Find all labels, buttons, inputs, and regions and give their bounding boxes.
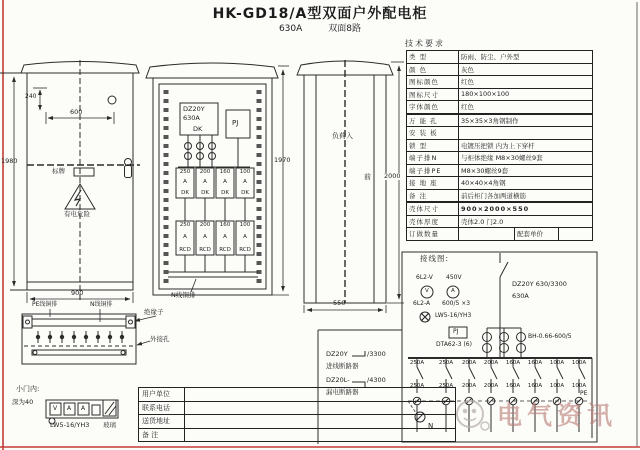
spec-label: 备 注 [407, 189, 459, 202]
feeder-rcd-4 [236, 223, 254, 253]
nameplate-label: 标牌 [52, 167, 65, 175]
spec-row [407, 63, 593, 76]
spec-label: 字体颜色 [407, 101, 459, 114]
spec-row [407, 215, 593, 228]
front-view-drawing [0, 60, 140, 303]
feeder-type: RCD [179, 246, 191, 253]
spec-value: 35×35×3角钢制作 [459, 114, 593, 127]
spec-value: 与柜体绝缘 M8×30螺丝9套 [459, 152, 593, 165]
ammeter-model: 6L2-A [413, 300, 431, 307]
front-dim-height: 1980 [1, 157, 18, 165]
spec-value: 电镀压把锁 内为上下穿杆 [459, 139, 593, 152]
spec-value: 40×40×4角钢 [459, 177, 593, 190]
busbar-detail-drawing [22, 309, 156, 364]
order-qty-label: 订做数量 [407, 228, 459, 241]
legend-name-1: 进线断路器 [326, 362, 359, 370]
feeder-type: RCD [219, 246, 231, 253]
tech-specs-table [406, 50, 593, 241]
branch-label-r1: 100A [571, 360, 587, 366]
main-breaker-current: 630A [183, 114, 200, 122]
branch-label-r2: 200A [483, 383, 499, 389]
spec-value [459, 127, 593, 140]
unit-price-label: 配套单价 [515, 228, 559, 241]
side-load-label: 负荷入 [332, 132, 353, 140]
spec-label: 端子排PE [407, 164, 459, 177]
schematic-pj: PJ [453, 328, 459, 335]
info-value [185, 428, 456, 442]
legend-model-2: DZ20L- [326, 376, 350, 384]
feeder-unit: A [203, 179, 207, 186]
spec-row [407, 101, 593, 114]
feeder-type: RCD [239, 246, 251, 253]
spec-label: 颜 色 [407, 63, 459, 76]
insulator-label: 绝缘子 [144, 308, 164, 316]
feeder-unit: A [243, 234, 247, 241]
n-busbar-label: N线铜排 [90, 301, 113, 308]
door-meter-v: V [53, 405, 58, 412]
info-value [185, 401, 456, 415]
spec-label: 万 能 孔 [407, 114, 459, 127]
main-breaker-model: DZ20Y [183, 105, 205, 113]
feeder-current: 160 [219, 222, 231, 228]
ammeter-symbol: A [451, 288, 455, 294]
spec-row [407, 51, 593, 64]
info-label: 用户单位 [139, 388, 185, 402]
feeder-current: 200 [199, 222, 211, 228]
spec-row [407, 76, 593, 89]
page-title: HK-GD18/A型双面户外配电柜 [212, 6, 428, 22]
info-label: 送货地址 [139, 415, 185, 429]
pj-meter-label: PJ [232, 119, 239, 127]
branch-label-r1: 250A [409, 360, 425, 366]
spec-label: 端子排N [407, 152, 459, 165]
ct-ratio: 600/5 ×3 [442, 300, 471, 307]
neutral-label: N [428, 422, 434, 430]
door-switch-model: LW5-16/YH3 [50, 421, 90, 429]
pe-label: PE [580, 390, 588, 397]
feeder-rcd-1 [176, 223, 194, 253]
spec-label: 壳体尺寸 [407, 202, 459, 215]
feeder-current: 200 [199, 169, 211, 175]
feeder-dk-2 [196, 170, 214, 196]
branch-label-r2: 160A [505, 383, 521, 389]
spec-row [407, 152, 593, 165]
side-front-label: 前 [364, 173, 371, 181]
changeover-switch-model: LW5-16/YH3 [435, 312, 472, 319]
schematic-main-current: 630A [512, 292, 529, 300]
feeder-current: 250 [179, 222, 191, 228]
spec-label: 安 装 板 [407, 127, 459, 140]
customer-info-table [138, 387, 456, 442]
branch-label-r1: 160A [505, 360, 521, 366]
danger-label: 有电危险 [64, 210, 90, 218]
side-dim-height: 2000 [384, 172, 401, 180]
branch-label-r2: 160A [527, 383, 543, 389]
feeder-current: 100 [239, 169, 251, 175]
spec-value: 900×2000×550 [459, 202, 593, 215]
voltmeter-model: 6L2-V [416, 274, 433, 281]
spec-row [407, 114, 593, 127]
door-meter-a1: A [67, 405, 72, 412]
feeder-type: DK [181, 189, 189, 196]
door-detail-title: 小门内: [16, 385, 40, 393]
subtitle-current: 630A [278, 24, 303, 34]
energy-meter-model: DTA62-3 (6) [436, 341, 472, 348]
legend-frame-1: /3300 [367, 350, 386, 358]
spec-row [407, 139, 593, 152]
spec-label: 图标尺寸 [407, 88, 459, 101]
info-row [139, 428, 456, 442]
front-dim-width: 900 [71, 289, 84, 297]
feeder-unit: A [203, 234, 207, 241]
watermark-text: 电气资讯 [497, 401, 618, 430]
feeder-unit: A [183, 234, 187, 241]
internal-n-busbar-label: N线铜排 [171, 291, 196, 299]
feeder-current: 250 [179, 169, 191, 175]
feeder-current: 100 [239, 222, 251, 228]
feeder-type: DK [241, 189, 249, 196]
spec-value: M8×30螺丝9套 [459, 164, 593, 177]
branch-label-r2: 100A [571, 383, 587, 389]
spec-value: 防雨、防尘、户外型 [459, 51, 593, 64]
voltmeter-range: 450V [446, 274, 462, 281]
pe-busbar-label: PE线铜排 [32, 301, 58, 308]
spec-label: 接 地 座 [407, 177, 459, 190]
spec-value: 前后柜门各加两道横筋 [459, 189, 593, 202]
spec-label: 壳体厚度 [407, 215, 459, 228]
spec-label: 图标颜色 [407, 76, 459, 89]
legend-model-1: DZ20Y [326, 350, 348, 358]
feeder-dk-3 [216, 170, 234, 196]
page-subtitle [160, 25, 480, 34]
feeder-current: 160 [219, 169, 231, 175]
info-label: 备 注 [139, 428, 185, 442]
spec-row [407, 177, 593, 190]
spec-row-order [407, 228, 593, 241]
info-label: 联系电话 [139, 401, 185, 415]
spec-row [407, 164, 593, 177]
side-dim-depth: 550 [333, 299, 346, 307]
spec-row [407, 127, 593, 140]
schematic-title: 接线图: [420, 254, 450, 263]
info-value [185, 415, 456, 429]
branch-label-r1: 250A [438, 360, 454, 366]
voltmeter-symbol: V [425, 288, 429, 294]
spec-value: 180×100×100 [459, 88, 593, 101]
feeder-type: RCD [199, 246, 211, 253]
spec-value: 红色 [459, 101, 593, 114]
info-row [139, 415, 456, 429]
feeder-rcd-2 [196, 223, 214, 253]
spec-value: 灰色 [459, 63, 593, 76]
feeder-type: DK [201, 189, 209, 196]
branch-label-r1: 200A [461, 360, 477, 366]
spec-row [407, 202, 593, 215]
door-meter-a2: A [81, 405, 86, 412]
outlet-hole-label: 外接孔 [150, 335, 170, 343]
spec-value: 壳体2.0 门2.0 [459, 215, 593, 228]
spec-label: 类 型 [407, 51, 459, 64]
spec-value: 红色 [459, 76, 593, 89]
info-row [139, 388, 456, 402]
subtitle-sides: 双面8路 [328, 24, 362, 34]
feeder-unit: A [223, 179, 227, 186]
feeder-unit: A [243, 179, 247, 186]
branch-label-r2: 250A [438, 383, 454, 389]
branch-label-r1: 160A [527, 360, 543, 366]
unit-price-value [559, 228, 593, 241]
branch-label-r2: 250A [409, 383, 425, 389]
front-dim-window: 600 [70, 108, 83, 116]
feeder-rcd-3 [216, 223, 234, 253]
feeder-dk-1 [176, 170, 194, 196]
feeder-unit: A [183, 179, 187, 186]
order-qty-value [459, 228, 515, 241]
side-view-drawing [297, 60, 404, 313]
schematic-main-breaker: DZ20Y 630/3300 [512, 280, 567, 288]
spec-row [407, 88, 593, 101]
feeder-unit: A [223, 234, 227, 241]
door-glass-label: 玻璃 [103, 421, 116, 429]
legend-frame-2: /4300 [367, 376, 386, 384]
door-detail-depth: 深为40 [12, 398, 34, 406]
branch-label-r2: 200A [461, 383, 477, 389]
watermark-logo [457, 401, 489, 430]
main-breaker-code: DK [193, 125, 203, 133]
branch-label-r2: 100A [549, 383, 565, 389]
spec-label: 锁 型 [407, 139, 459, 152]
tech-table-title: 技术要求 [405, 39, 445, 48]
branch-label-r1: 100A [549, 360, 565, 366]
feeder-type: DK [221, 189, 229, 196]
feeder-dk-4 [236, 170, 254, 196]
spec-row [407, 189, 593, 202]
branch-label-r1: 200A [483, 360, 499, 366]
legend-name-2: 漏电断路器 [326, 388, 359, 396]
front-dim-hole: 240 [25, 93, 37, 100]
internal-dim-height: 1970 [274, 156, 291, 164]
ct-model: BH-0.66-600/5 [528, 333, 572, 340]
info-row [139, 401, 456, 415]
info-value [185, 388, 456, 402]
